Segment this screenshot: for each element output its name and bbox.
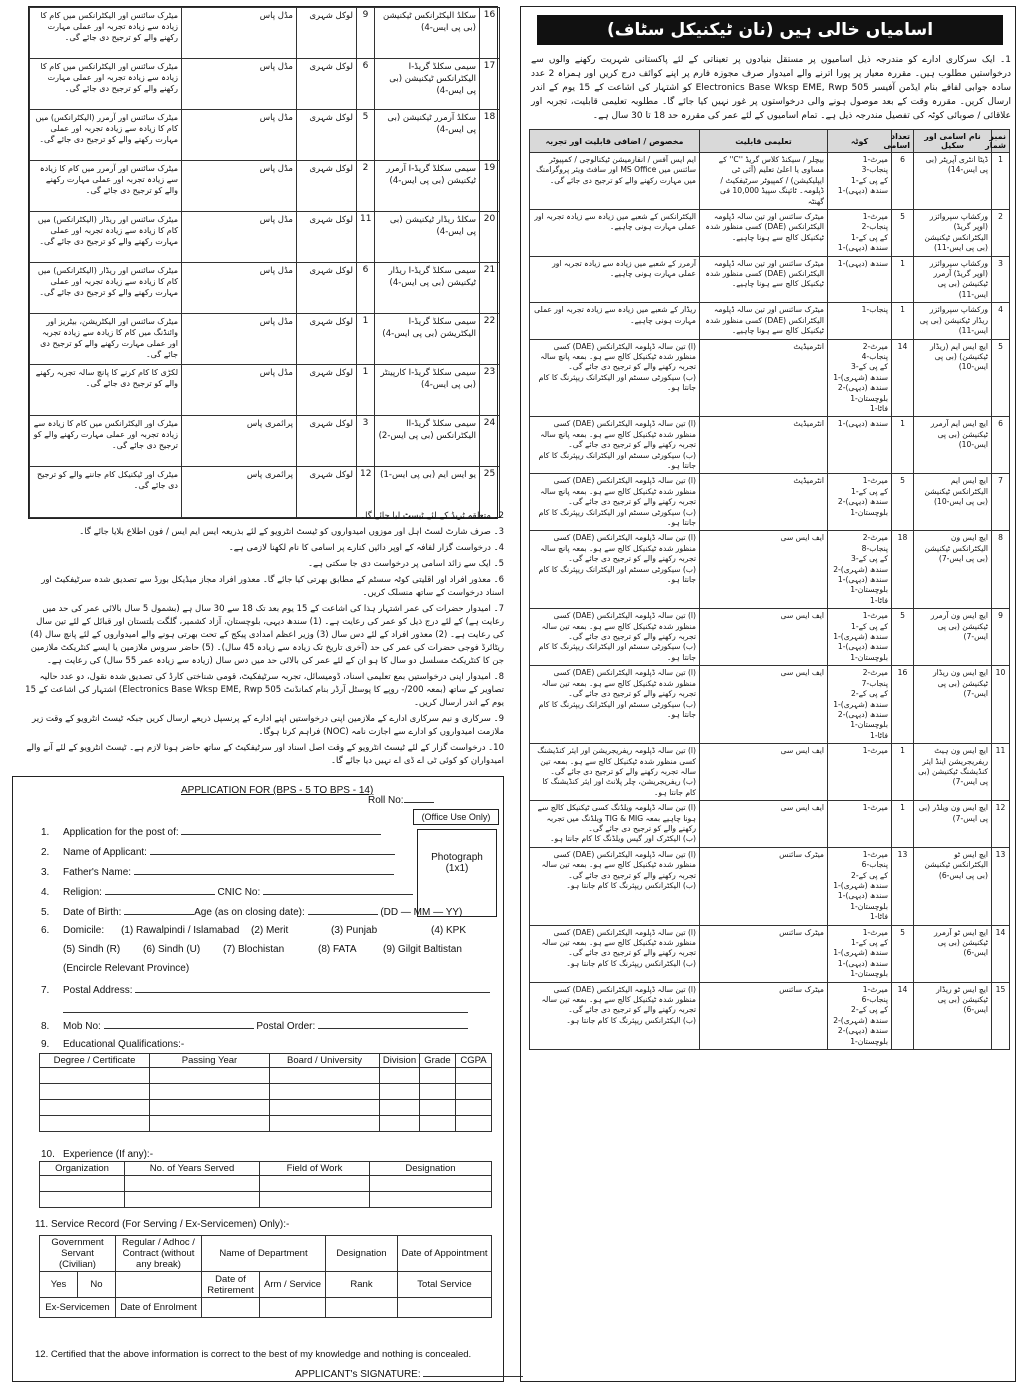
row-post: سیمی سکلڈ گریڈ-I کارپینٹر (بی پی ایس-4) (375, 365, 480, 416)
row-domicile: لوکل شہری (297, 212, 357, 263)
signature-field[interactable]: APPLICANT's SIGNATURE: (295, 1367, 523, 1380)
col-experience: مخصوص / اضافی قابلیت اور تجربہ (530, 130, 700, 153)
application-form (12, 776, 504, 1382)
note-item: 7۔ امیدوار حضرات کی عمر اشتہار ہذا کی اشاعت کے 15 یوم بعد تک 18 سے 30 سال ہے (بشمول 5 سال بالائی عمر کی حد میں رعایت ہے) کے لئے درج ذیل کو عمر کی رعایت ہے۔ (1) سندھ دیہی، بلوچستان، آزاد کشمیر، گلگت بلتستان اور قبائل کے لئے تین سال کی رعایت ہے۔ (2) معذور افراد کے لئے دس سال (3) وزیر اعظم امدادی پیکج کے تحت بھرتی ہونے والے امیدواروں کے لئے پانچ سال (4) ریٹائرڈ فوجی حضرات کی عمر کی حد (آخری تاریخ تک زیادہ سے زیادہ 45 سال)۔ (5) حاضر سروس ملازمین یا ایسے کنٹریکٹ ملازمین جن کا کنٹریکٹ مسلسل دو سال کا ہو ان کے لئے عمر کی بالائی حد میں دس سال (زیادہ سے زیادہ عمر 55 سال) کی رعایت ہے۔ (30, 604, 504, 666)
field-education-label: 9. Educational Qualifications:- (41, 1039, 185, 1050)
row-number: 21 (480, 263, 500, 314)
note-item: 10۔ درخواست گزار کے لئے ٹیسٹ انٹرویو کے وقت اصل اسناد اور سرٹیفکیٹ کے ساتھ حاضر ہونا لازم ہے۔ ٹیسٹ انٹرویو کے لئے آنے والے امیدواران کو کوئی ٹی اے ڈی اے نہیں دیا جائے گا۔ (26, 743, 504, 766)
row-post: ایچ ایس ایم آرمرر ٹیکنیشن (بی پی ایس-10) (914, 417, 992, 474)
row-domicile: لوکل شہری (297, 161, 357, 212)
education-header: Division (380, 1054, 420, 1068)
row-number: 7 (992, 474, 1010, 531)
row-post: ایچ ایس ون ہیٹ ریفریجریشن اینڈ ایئر کنڈیشنگ ٹیکنیشن (بی پی ایس-7) (914, 744, 992, 801)
row-experience: (ا) تین سالہ ڈپلومہ الیکٹرانکس (DAE) کسی منظور شدہ ٹیکنیکل کالج سے ہو۔ بمعہ تین سالہ تجربہ رکھنے والے کو ترجیح دی جائے گی۔ (ب) سیکورٹی سسٹم اور الیکٹرانک ریپئرنگ کا کام جانتا ہو۔ (530, 666, 700, 744)
table-row (30, 110, 500, 161)
row-experience: میٹرک سائنس اور الیکٹرانکس میں کام کا زیادہ سے زیادہ تجربہ اور عملی مہارت رکھنے والے کو ترجیح دی جائے گی۔ (30, 8, 182, 59)
row-post: ایچ ایس ٹو آرمرر ٹیکنیشن (بی پی ایس-6) (914, 925, 992, 982)
row-qualification: مڈل پاس (182, 59, 297, 110)
row-number: 12 (992, 801, 1010, 848)
education-header: Grade (420, 1054, 456, 1068)
row-qualification: انٹرمیڈیٹ (700, 417, 828, 474)
vacancies-grid (529, 129, 1010, 1050)
row-qualification: میٹرک سائنس اور تین سالہ ڈپلومہ الیکٹرانکس (DAE) کسی منظور شدہ ٹیکنیکل کالج سے ہونا چاہیے۔ (700, 210, 828, 257)
row-number: 1 (992, 153, 1010, 210)
row-qualification: میٹرک سائنس (700, 925, 828, 982)
photograph-box[interactable] (417, 829, 497, 917)
row-count: 1 (892, 256, 914, 303)
row-count: 1 (892, 744, 914, 801)
experience-table (39, 1161, 492, 1208)
row-experience: (ا) تین سالہ ڈپلومہ الیکٹرانکس (DAE) کسی منظور شدہ ٹیکنیکل کالج سے ہو۔ بمعہ پانچ سالہ تجربہ رکھنے والے کو ترجیح دی جائے گی۔ (ب) سیکورٹی سسٹم اور الیکٹرانک ریپئرنگ کا کام جانتا ہو۔ (530, 339, 700, 417)
row-post: ایچ ایس ون آرمرر ٹیکنیشن (بی پی ایس-7) (914, 609, 992, 666)
row-qualification: مڈل پاس (182, 263, 297, 314)
col-count: تعداد اسامی (892, 130, 914, 153)
col-post: نام اسامی اور سکیل (914, 130, 992, 153)
row-experience: (ا) تین سالہ ڈپلومہ الیکٹرانکس (DAE) کسی منظور شدہ ٹیکنیکل کالج سے ہو۔ بمعہ تین سالہ تجربہ رکھنے والے کو ترجیح دی جائے گی۔ (ب) الیکٹرانکس ریپئرنگ کا کام جانتا ہو۔ (530, 982, 700, 1049)
education-header: Board / University (270, 1054, 380, 1068)
field-post[interactable]: 1. Application for the post of: (41, 825, 381, 838)
row-experience: (ا) تین سالہ ڈپلومہ الیکٹرانکس (DAE) کسی منظور شدہ ٹیکنیکل کالج سے ہو۔ بمعہ تین سالہ تجربہ رکھنے والے کو ترجیح دی جائے گی۔ (ب) سیکورٹی سسٹم اور الیکٹرانک ریپئرنگ کا کام جانتا ہو۔ (530, 609, 700, 666)
no-cell[interactable]: No (78, 1272, 116, 1298)
field-postal-address[interactable]: 7. Postal Address: (41, 983, 490, 996)
row-number: 22 (480, 314, 500, 365)
row-quota: سندھ (دیہی)-1 (828, 256, 892, 303)
row-count: 12 (357, 467, 375, 518)
row-experience: میٹرک اور الیکٹرانکس میں کام کا زیادہ سے زیادہ تجربہ اور عملی مہارت رکھنے والے کو ترجیح دی جائے گی۔ (30, 416, 182, 467)
row-quota: میرٹ-1 کے پی کے-1 سندھ (شہری)-1 سندھ (دیہی)-1 بلوچستان-1 (828, 925, 892, 982)
education-header: Degree / Certificate (40, 1054, 150, 1068)
row-domicile: لوکل شہری (297, 59, 357, 110)
arm-service-cell: Arm / Service (260, 1272, 326, 1298)
row-count: 6 (357, 59, 375, 110)
table-row (530, 801, 1010, 848)
row-qualification: میٹرک سائنس (700, 847, 828, 925)
education-row[interactable] (40, 1084, 492, 1100)
row-post: ڈیٹا انٹری آپریٹر (بی پی ایس-14) (914, 153, 992, 210)
row-count: 9 (357, 8, 375, 59)
photograph-size: (1x1) (445, 863, 469, 874)
row-count: 5 (892, 474, 914, 531)
row-post: سکلڈ آرمرر ٹیکنیشن (بی پی ایس-4) (375, 110, 480, 161)
row-domicile: لوکل شہری (297, 365, 357, 416)
date-appointment-cell: Date of Appointment (398, 1236, 492, 1272)
row-post: ایچ ایس ون الیکٹرانکس ٹیکنیشن (بی پی ایس-7) (914, 531, 992, 609)
row-number: 6 (992, 417, 1010, 474)
table-row (530, 531, 1010, 609)
row-count: 3 (357, 416, 375, 467)
row-experience: ریڈار کے شعبے میں زیادہ سے زیادہ تجربہ اور عملی مہارت ہونی چاہیے۔ (530, 303, 700, 339)
row-count: 1 (892, 303, 914, 339)
table-row (530, 417, 1010, 474)
vacancies-panel (520, 6, 1016, 1382)
row-number: 10 (992, 666, 1010, 744)
table-row (30, 416, 500, 467)
left-vacancy-body (30, 8, 500, 518)
row-post: سیمی سکلڈ گریڈ-I آرمرر ٹیکنیشن (بی پی ایس-4) (375, 161, 480, 212)
row-qualification: مڈل پاس (182, 110, 297, 161)
row-experience: میٹرک سائنس اور ریڈار (الیکٹرانکس) میں کام کا زیادہ سے زیادہ تجربہ اور عملی مہارت رکھنے والے کو ترجیح دی جائے گی۔ (30, 212, 182, 263)
note-item: 2۔ متعلقہ ٹریڈ کے لئے ٹیسٹ لیا جائے گا۔ (360, 511, 504, 521)
note-item: 3۔ صرف شارٹ لسٹ اہل اور موزوں امیدواروں کو ٹیسٹ انٹرویو کے لئے بذریعہ ایس ایم ایس / فون اطلاع بلایا جائے گا۔ (79, 527, 504, 537)
row-number: 15 (992, 982, 1010, 1049)
table-row (530, 153, 1010, 210)
table-row (530, 339, 1010, 417)
row-qualification: بیچلر / سیکنڈ کلاس گریڈ ''C'' کے مساوی یا اعلیٰ تعلیم (آئی ٹی ایپلیکیشن) / کمپیوٹر سرٹیفکیٹ / ڈپلومہ۔ ٹائپنگ سپیڈ 10,000 فی گھنٹہ (700, 153, 828, 210)
regular-cell: Regular / Adhoc / Contract (without any break) (116, 1236, 202, 1272)
col-quota: کوٹہ (828, 130, 892, 153)
education-row[interactable] (40, 1068, 492, 1084)
service-record-table (39, 1235, 492, 1318)
table-row (30, 314, 500, 365)
left-vacancy-table (28, 6, 498, 519)
table-row (530, 666, 1010, 744)
row-experience: میٹرک اور ٹیکنیکل کام جاننے والے کو ترجیح دی جائے گی۔ (30, 467, 182, 518)
table-row (30, 59, 500, 110)
row-number: 14 (992, 925, 1010, 982)
row-qualification: ایف ایس سی (700, 744, 828, 801)
vacancies-table (529, 129, 1009, 1050)
row-number: 25 (480, 467, 500, 518)
experience-row[interactable] (40, 1192, 492, 1208)
table-row (530, 744, 1010, 801)
row-domicile: لوکل شہری (297, 110, 357, 161)
date-retirement-cell: Date of Retirement (202, 1272, 260, 1298)
row-domicile: لوکل شہری (297, 416, 357, 467)
table-row (530, 303, 1010, 339)
row-number: 8 (992, 531, 1010, 609)
row-post: سکلڈ الیکٹرانکس ٹیکنیشن (بی پی ایس-4) (375, 8, 480, 59)
education-header: Passing Year (150, 1054, 270, 1068)
education-row[interactable] (40, 1116, 492, 1132)
row-post: ایچ ایس ٹو ریڈار ٹیکنیشن (بی پی ایس-6) (914, 982, 992, 1049)
office-use-box: (Office Use Only) (413, 809, 499, 825)
total-service-cell: Total Service (398, 1272, 492, 1298)
row-quota: میرٹ-1 پنجاب-3 کے پی کے-1 سندھ (دیہی)-1 (828, 153, 892, 210)
row-count: 5 (357, 110, 375, 161)
row-experience: (ا) تین سالہ ڈپلومہ الیکٹرانکس (DAE) کسی منظور شدہ ٹیکنیکل کالج سے ہو۔ بمعہ پانچ سالہ تجربہ رکھنے والے کو ترجیح دی جائے گی۔ (ب) سیکورٹی سسٹم اور الیکٹرانک ریپئرنگ کا کام جانتا ہو۔ (530, 474, 700, 531)
row-quota: پنجاب-1 (828, 303, 892, 339)
row-experience: میٹرک سائنس اور الیکٹریشن، بیٹریز اور وائنڈنگ میں کام کا زیادہ سے زیادہ تجربہ اور عملی مہارت رکھنے والے کو ترجیح دی جائے گی۔ (30, 314, 182, 365)
row-count: 14 (892, 982, 914, 1049)
experience-header: Designation (370, 1162, 492, 1176)
table-row (530, 982, 1010, 1049)
row-quota: میرٹ-1 (828, 744, 892, 801)
row-qualification: میٹرک سائنس اور تین سالہ ڈپلومہ الیکٹرانکس (DAE) کسی منظور شدہ ٹیکنیکل کالج سے ہونا چاہیے۔ (700, 303, 828, 339)
row-qualification: ایف ایس سی (700, 609, 828, 666)
department-cell: Name of Department (202, 1236, 326, 1272)
education-header-row (40, 1054, 492, 1068)
row-post: ایچ ایس ون ویلڈر (بی پی ایس-7) (914, 801, 992, 848)
row-count: 6 (357, 263, 375, 314)
experience-row[interactable] (40, 1176, 492, 1192)
row-count: 1 (892, 417, 914, 474)
row-post: سیمی سکلڈ گریڈ-II الیکٹرانکس (بی پی ایس-2) (375, 416, 480, 467)
row-experience: (ا) تین سالہ ڈپلومہ الیکٹرانکس (DAE) کسی منظور شدہ ٹیکنیکل کالج سے ہو۔ بمعہ پانچ سالہ تجربہ رکھنے والے کو ترجیح دی جائے گی۔ (ب) سیکورٹی سسٹم اور الیکٹرانک ریپئرنگ کا کام جانتا ہو۔ (530, 417, 700, 474)
vacancies-banner: اسامیاں خالی ہیں (نان ٹیکنیکل سٹاف) (537, 15, 1003, 45)
row-experience: (ا) تین سالہ ڈپلومہ ریفریجریشن اور ایئر کنڈیشنگ کسی منظور شدہ ٹیکنیکل کالج سے ہو۔ بمعہ تین سالہ تجربہ رکھنے والے کو ترجیح دی جائے گی۔ (ب) ریفریجریشن، چلر پلانٹ اور ایئر کنڈیشنگ کا کام جانتا ہو۔ (530, 744, 700, 801)
education-header: CGPA (456, 1054, 492, 1068)
rank-cell: Rank (326, 1272, 398, 1298)
row-qualification: انٹرمیڈیٹ (700, 474, 828, 531)
row-number: 5 (992, 339, 1010, 417)
table-row (30, 212, 500, 263)
row-experience: میٹرک سائنس اور ریڈار (الیکٹرانکس) میں کام کا زیادہ سے زیادہ تجربہ اور عملی مہارت رکھنے والے کو ترجیح دی جائے گی۔ (30, 263, 182, 314)
row-experience: (ا) تین سالہ ڈپلومہ الیکٹرانکس (DAE) کسی منظور شدہ ٹیکنیکل کالج سے ہو۔ بمعہ پانچ سالہ تجربہ رکھنے والے کو ترجیح دی جائے گی۔ (ب) سیکورٹی سسٹم اور الیکٹرانک ریپئرنگ کا کام جانتا ہو۔ (530, 531, 700, 609)
row-quota: میرٹ-1 کے پی کے-1 سندھ (شہری)-1 سندھ (دیہی)-1 بلوچستان-1 (828, 609, 892, 666)
row-count: 14 (892, 339, 914, 417)
postal-address-line2[interactable] (63, 1003, 468, 1016)
experience-header-row (40, 1162, 492, 1176)
field-name[interactable]: 2. Name of Applicant: (41, 845, 395, 858)
row-qualification: پرائمری پاس (182, 467, 297, 518)
row-qualification: مڈل پاس (182, 8, 297, 59)
row-number: 24 (480, 416, 500, 467)
table-row (530, 474, 1010, 531)
row-count: 1 (892, 801, 914, 848)
row-qualification: ایف ایس سی (700, 531, 828, 609)
row-number: 11 (992, 744, 1010, 801)
row-count: 13 (892, 847, 914, 925)
row-number: 3 (992, 256, 1010, 303)
row-number: 2 (992, 210, 1010, 257)
row-experience: (ا) تین سالہ ڈپلومہ الیکٹرانکس (DAE) کسی منظور شدہ ٹیکنیکل کالج سے ہو۔ بمعہ تین سالہ تجربہ رکھنے والے کو ترجیح دی جائے گی۔ (ب) الیکٹرانکس ریپئرنگ کا کام جانتا ہو۔ (530, 925, 700, 982)
yes-cell[interactable]: Yes (40, 1272, 78, 1298)
table-row (30, 161, 500, 212)
field-mobile-postal[interactable]: 8. Mob No: Postal Order: (41, 1019, 468, 1032)
row-experience: میٹرک سائنس اور آرمرر میں کام کا زیادہ سے زیادہ تجربہ اور عملی مہارت رکھنے والے کو ترجیح دی جائے گی۔ (30, 161, 182, 212)
row-number: 20 (480, 212, 500, 263)
row-post: سیمی سکلڈ گریڈ-I الیکٹرانکس ٹیکنیشن (بی پی ایس-4) (375, 59, 480, 110)
row-count: 11 (357, 212, 375, 263)
row-number: 13 (992, 847, 1010, 925)
vacancies-body (530, 153, 1010, 1050)
field-domicile[interactable]: 6. Domicile: (1) Rawalpindi / Islamabad (2) Merit (3) Punjab (4) KPK (41, 925, 467, 936)
row-number: 19 (480, 161, 500, 212)
row-quota: میرٹ-1 کے پی کے-1 سندھ (دیہی)-2 بلوچستان-1 (828, 474, 892, 531)
vacancies-intro: 1۔ ایک سرکاری ادارے کو مندرجہ ذیل اسامیوں پر مستقل بنیادوں پر تعیناتی کے لئے پاکستانی شہریت رکھنے والوں سے درخواستیں مطلوب ہیں۔ مقررہ معیار پر پورا اترنے والے امیدوار صرف مجوزہ فارم پر اپنے کوائف درج کریں اور ہمراہ 2 عدد سادہ جوابی لفافے بنام ایڈمن آفیسر 505 Electronics Base Wksp EME, Rwp کو اشتہار کی اشاعت کے 15 یوم کے اندر ارسال کریں۔ مقررہ وقت کے بعد موصول ہونے والی درخواستوں پر غور نہیں کیا جائے گا۔ مطلوبہ تعلیمی قابلیت، تجربہ اور علاقائی / صوبائی کوٹہ کی تفصیل مندرجہ ذیل ہے۔ تمام اسامیوں کے لئے عمر کی مقررہ حد 18 تا 30 سال ہے۔ (531, 55, 1011, 121)
row-post: ورکشاپ سپروائزر ریڈار ٹیکنیشن (بی پی ایس-11) (914, 303, 992, 339)
encircle-note: (Encircle Relevant Province) (63, 963, 190, 974)
form-title: APPLICATION FOR (BPS - 5 TO BPS - 14) (181, 785, 374, 796)
row-qualification: میٹرک سائنس اور تین سالہ ڈپلومہ الیکٹرانکس (DAE) کسی منظور شدہ ٹیکنیکل کالج سے ہونا چاہیے۔ (700, 256, 828, 303)
row-quota: سندھ (دیہی)-1 (828, 417, 892, 474)
row-qualification: پرائمری پاس (182, 416, 297, 467)
row-qualification: مڈل پاس (182, 314, 297, 365)
row-domicile: لوکل شہری (297, 263, 357, 314)
row-domicile: لوکل شہری (297, 8, 357, 59)
row-count: 18 (892, 531, 914, 609)
education-row[interactable] (40, 1100, 492, 1116)
table-row (30, 8, 500, 59)
row-domicile: لوکل شہری (297, 467, 357, 518)
row-count: 5 (892, 210, 914, 257)
domicile-options-row2[interactable]: (5) Sindh (R) (6) Sindh (U) (7) Blochistan (8) FATA (9) Gilgit Baltistan (63, 944, 462, 955)
row-qualification: مڈل پاس (182, 161, 297, 212)
row-post: ورکشاپ سپروائزر (اوپر گریڈ) الیکٹرانکس ٹیکنیشن (بی پی ایس-11) (914, 210, 992, 257)
row-qualification: انٹرمیڈیٹ (700, 339, 828, 417)
table-row (30, 365, 500, 416)
row-quota: میرٹ-2 پنجاب-8 کے پی کے-3 سندھ (شہری)-2 سندھ (دیہی)-1 بلوچستان-1 فاٹا-1 (828, 531, 892, 609)
row-count: 16 (892, 666, 914, 744)
row-domicile: لوکل شہری (297, 314, 357, 365)
row-post: ایچ ایس ایم الیکٹرانکس ٹیکنیشن (بی پی ایس-10) (914, 474, 992, 531)
row-experience: ایم ایس آفس / انفارمیشن ٹیکنالوجی / کمپیوٹر سائنس میں MS Office اور سافٹ ویئر پروگرامنگ میں مہارت رکھنے والے کو ترجیح دی جائے گی۔ (530, 153, 700, 210)
row-number: 16 (480, 8, 500, 59)
row-quota: میرٹ-1 پنجاب-2 کے پی کے-1 سندھ (دیہی)-1 (828, 210, 892, 257)
table-row (530, 925, 1010, 982)
row-post: یو ایس ایم (بی پی ایس-1) (375, 467, 480, 518)
row-post: ورکشاپ سپروائزر (اوپر گریڈ) آرمرر ٹیکنیشن (بی پی ایس-11) (914, 256, 992, 303)
row-count: 1 (357, 365, 375, 416)
row-quota: میرٹ-1 پنجاب-6 کے پی کے-2 سندھ (شہری)-1 سندھ (دیہی)-1 بلوچستان-1 فاٹا-1 (828, 847, 892, 925)
service-record-label: 11. Service Record (For Serving / Ex-Servicemen) Only):- (35, 1219, 290, 1230)
row-qualification: ایف ایس سی (700, 801, 828, 848)
row-experience: (ا) تین سالہ ڈپلومہ الیکٹرانکس (DAE) کسی منظور شدہ ٹیکنیکل کالج سے ہو۔ بمعہ تین سالہ تجربہ رکھنے والے کو ترجیح دی جائے گی۔ (ب) الیکٹرانکس ریپئرنگ کا کام جانتا ہو۔ (530, 847, 700, 925)
row-quota: میرٹ-2 پنجاب-7 کے پی کے-2 سندھ (شہری)-1 سندھ (دیہی)-2 بلوچستان-1 فاٹا-1 (828, 666, 892, 744)
row-post: سیمی سکلڈ گریڈ-I الیکٹریشن (بی پی ایس-4) (375, 314, 480, 365)
field-experience-label: 10. Experience (If any):- (41, 1149, 154, 1160)
row-experience: میٹرک سائنس اور الیکٹرانکس میں کام کا زیادہ سے زیادہ تجربہ اور عملی مہارت رکھنے والے کو ترجیح دی جائے گی۔ (30, 59, 182, 110)
row-qualification: ایف ایس سی (700, 666, 828, 744)
row-count: 1 (357, 314, 375, 365)
row-experience: لکڑی کا کام کرنے کا پانچ سالہ تجربہ رکھنے والے کو ترجیح دی جائے گی۔ (30, 365, 182, 416)
field-dob-age[interactable]: 5. Date of Birth: Age (as on closing date): (DD — MM — YY) (41, 907, 463, 918)
row-qualification: میٹرک سائنس (700, 982, 828, 1049)
notes-section (24, 510, 504, 771)
photograph-label: Photograph (431, 852, 483, 863)
date-enrolment-cell: Date of Enrolment (116, 1298, 202, 1318)
row-quota: میرٹ-1 پنجاب-6 کے پی کے-2 سندھ (شہری)-2 سندھ (دیہی)-2 بلوچستان-1 (828, 982, 892, 1049)
row-number: 9 (992, 609, 1010, 666)
row-experience: میٹرک سائنس اور آرمرر (الیکٹرانکس) میں کام کا زیادہ سے زیادہ تجربہ اور عملی مہارت رکھنے والے کو ترجیح دی جائے گی۔ (30, 110, 182, 161)
experience-header: Organization (40, 1162, 125, 1176)
table-row (530, 256, 1010, 303)
experience-header: No. of Years Served (125, 1162, 260, 1176)
row-experience: الیکٹرانکس کے شعبے میں زیادہ سے زیادہ تجربہ اور عملی مہارت ہونی چاہیے۔ (530, 210, 700, 257)
row-qualification: مڈل پاس (182, 212, 297, 263)
row-experience: (ا) تین سالہ ڈپلومہ ویلڈنگ کسی ٹیکنیکل کالج سے ہونا چاہیے بمعہ TIG & MIG ویلڈنگ میں تجربہ رکھنے والے کو ترجیح دی جائے گی۔ (ب) الیکٹرک اور گیس ویلڈنگ کا کام جانتا ہو۔ (530, 801, 700, 848)
col-qualification: تعلیمی قابلیت (700, 130, 828, 153)
row-count: 5 (892, 609, 914, 666)
left-vacancy-grid (29, 7, 500, 518)
designation-cell: Designation (326, 1236, 398, 1272)
note-item: 5۔ ایک سے زائد اسامی پر درخواست دی جا سکتی ہے۔ (308, 559, 504, 569)
experience-header: Field of Work (260, 1162, 370, 1176)
row-post: ایچ ایس ایم (ریڈار ٹیکنیشن) (بی پی ایس-10) (914, 339, 992, 417)
row-quota: میرٹ-2 پنجاب-4 کے پی کے-3 سندھ (شہری)-1 سندھ (دیہی)-2 بلوچستان-1 فاٹا-1 (828, 339, 892, 417)
table-row (530, 847, 1010, 925)
row-qualification: مڈل پاس (182, 365, 297, 416)
row-post: ایچ ایس ون ریڈار ٹیکنیشن (بی پی ایس-7) (914, 666, 992, 744)
note-item: 9۔ سرکاری و نیم سرکاری ادارے کے ملازمین اپنی درخواستیں اپنے ادارے کے پرنسپل ذریعے ارسال کریں جبکہ ٹیسٹ انٹرویو کے وقت زیر ملازمت امیدواروں کو ادارے سے اجازت نامہ (NOC) فراہم کرنا ہوگا۔ (32, 714, 504, 737)
row-post: سکلڈ ریڈار ٹیکنیشن (بی پی ایس-4) (375, 212, 480, 263)
table-row (530, 210, 1010, 257)
ex-servicemen-cell: Ex-Servicemen (40, 1298, 116, 1318)
field-father-name[interactable]: 3. Father's Name: (41, 865, 394, 878)
row-count: 6 (892, 153, 914, 210)
roll-no-label: Roll No: (368, 793, 434, 806)
row-number: 18 (480, 110, 500, 161)
table-row (530, 609, 1010, 666)
certification-text: 12. Certified that the above information is correct to the best of my knowledge and nothing is concealed. (35, 1349, 472, 1360)
row-number: 4 (992, 303, 1010, 339)
row-experience: آرمرر کے شعبے میں زیادہ سے زیادہ تجربہ اور عملی مہارت ہونی چاہیے۔ (530, 256, 700, 303)
note-item: 6۔ معذور افراد اور اقلیتی کوٹہ سسٹم کے مطابق بھرتی کیا جائے گا۔ معذور افراد مجاز میڈیکل بورڈ سے تصدیق شدہ سرٹیفکیٹ اور اسناد درخواست کے ساتھ منسلک کریں۔ (41, 575, 504, 598)
note-item: 4۔ درخواست گزار لفافہ کے اوپر دائیں کنارے پر اسامی کا نام لکھنا لازمی ہے۔ (228, 543, 504, 553)
gov-servant-cell: Government Servant (Civilian) (40, 1236, 116, 1272)
note-item: 8۔ امیدوار اپنی درخواستیں بمع تعلیمی اسناد، ڈومیسائل، تجربہ سرٹیفکیٹ، قومی شناختی کارڈ کی تصدیق شدہ نقول، دو عدد حالیہ تصاویر کے ساتھ (بمعہ 200/- روپے کا پوسٹل آرڈر بنام کمانڈنٹ 505 Electronics Base Wksp EME, Rwp) اشتہار کی اشاعت کے 15 یوم کے اندر ارسال کریں۔ (25, 672, 504, 708)
row-number: 17 (480, 59, 500, 110)
row-post: سیمی سکلڈ گریڈ-I ریڈار ٹیکنیشن (بی پی ایس-4) (375, 263, 480, 314)
field-religion-cnic[interactable]: 4. Religion: CNIC No: (41, 885, 413, 898)
row-count: 5 (892, 925, 914, 982)
row-post: ایچ ایس ٹو الیکٹرانکس ٹیکنیشن (بی پی ایس-6) (914, 847, 992, 925)
education-table (39, 1053, 492, 1132)
col-no: نمبر شمار (992, 130, 1010, 153)
row-count: 2 (357, 161, 375, 212)
table-row (30, 263, 500, 314)
row-quota: میرٹ-1 (828, 801, 892, 848)
row-number: 23 (480, 365, 500, 416)
